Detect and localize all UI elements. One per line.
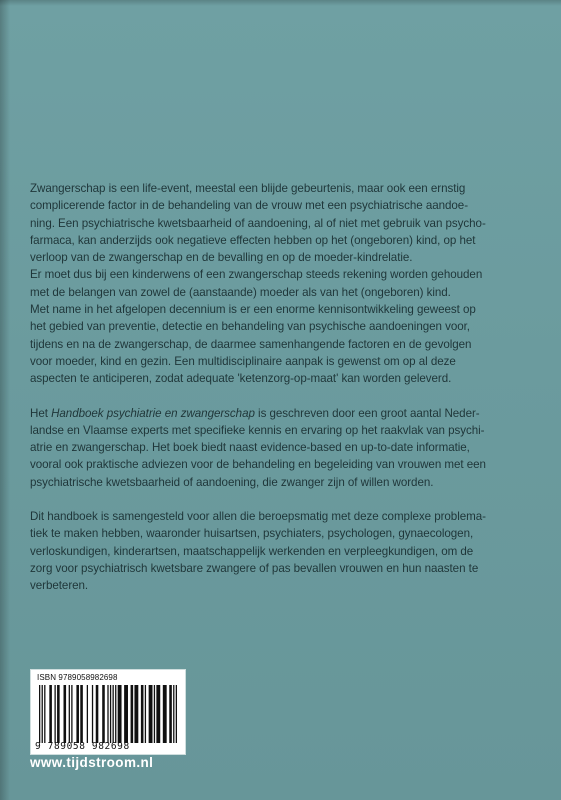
barcode-bar <box>64 685 67 743</box>
blurb-line: Zwangerschap is een life-event, meestal een blijde gebeurtenis, maar ook een ernstig <box>30 182 466 195</box>
barcode-bar <box>156 685 160 743</box>
barcode-bar <box>176 685 177 743</box>
blurb-paragraph-2 <box>30 405 535 491</box>
blurb-line: landse en Vlaamse experts met specifieke kennis en ervaring op het raakvlak van psychi- <box>30 423 485 437</box>
barcode-bar <box>145 685 146 743</box>
blurb-line: vooral ook praktische adviezen voor de behandeling en begeleiding van vrouwen met een <box>30 458 486 472</box>
top-edge-shadow <box>0 0 561 6</box>
blurb-paragraph-1 <box>30 180 535 388</box>
blurb-line <box>30 405 535 422</box>
blurb-line: Dit handboek is samengesteld voor allen die beroepsmatig met deze complexe problema- <box>30 510 486 524</box>
blurb-line: Er moet dus bij een kinderwens of een zwangerschap steeds rekening worden gehouden <box>30 268 483 282</box>
blurb-line: het gebied van preventie, detectie en behandeling van psychische aandoeningen voor, <box>30 320 470 334</box>
barcode-bar <box>115 685 116 743</box>
blurb-line: voor moeder, kind en gezin. Een multidisciplinaire aanpak is gewenst om op al deze <box>30 354 456 368</box>
isbn-label: ISBN 9789058982698 <box>37 673 118 682</box>
barcode-bar <box>169 685 172 743</box>
blurb-text: Het <box>30 406 52 420</box>
blurb-line: psychiatrische kwetsbaarheid of aandoening, die zwanger zijn of willen worden. <box>30 475 434 489</box>
publisher-website: www.tijdstroom.nl <box>30 755 154 770</box>
barcode-bar <box>71 685 72 743</box>
barcode-bar <box>76 685 79 743</box>
barcode-bar <box>80 685 83 743</box>
blurb-line: zorg voor psychiatrisch kwetsbare zwangere of pas bevallen vrouwen en hun naasten te <box>30 561 479 575</box>
barcode-bar <box>39 685 40 743</box>
barcode-bar <box>102 685 105 743</box>
barcode-bar <box>110 685 111 743</box>
barcode-bar <box>69 685 70 743</box>
blurb-text: is geschreven door een groot aantal Neder- <box>254 406 480 420</box>
barcode-bar <box>54 685 55 743</box>
barcode-bar <box>42 685 43 743</box>
blurb-line: aspecten te anticiperen, zodat adequate 'ketenzorg-op-maat' kan worden geleverd. <box>30 372 452 386</box>
blurb-paragraph-3 <box>30 508 535 594</box>
blurb-line: tiek te maken hebben, waaronder huisartsen, psychiaters, psychologen, gynaecologen, <box>30 527 474 541</box>
barcode-bar <box>113 685 114 743</box>
barcode-digits: 9 789058 982698 <box>35 741 130 752</box>
blurb-line: verbeteren. <box>30 579 89 593</box>
barcode-bar <box>92 685 93 743</box>
blurb-line: met de belangen van zowel de (aanstaande) moeder als van het (ongeboren) kind. <box>30 285 451 299</box>
barcode-bar <box>149 685 153 743</box>
blurb-line: atrie en zwangerschap. Het boek biedt naast evidence-based en up-to-date informatie, <box>30 441 470 455</box>
barcode-bars <box>39 685 177 743</box>
barcode-bar <box>107 685 108 743</box>
blurb-line: ning. Een psychiatrische kwetsbaarheid of aandoening, al of niet met gebruik van psycho- <box>30 216 486 230</box>
barcode-bar <box>44 685 45 743</box>
blurb-line: Met name in het afgelopen decennium is er een enorme kennisontwikkeling geweest op <box>30 303 476 317</box>
barcode-bar <box>131 685 134 743</box>
isbn-barcode <box>30 669 186 755</box>
barcode-bar <box>124 685 128 743</box>
book-title: Handboek psychiatrie en zwangerschap <box>51 406 255 420</box>
barcode-bar <box>49 685 52 743</box>
barcode-bar <box>141 685 144 743</box>
barcode-bar <box>96 685 99 743</box>
back-cover-blurb <box>30 180 535 595</box>
barcode-bar <box>57 685 60 743</box>
blurb-line: verloskundigen, kinderartsen, maatschappelijk werkenden en verpleegkundigen, om de <box>30 544 474 558</box>
barcode-bar <box>154 685 155 743</box>
blurb-line: farmaca, kan anderzijds ook negatieve effecten hebben op het (ongeboren) kind, op het <box>30 233 476 247</box>
barcode-bar <box>163 685 167 743</box>
barcode-bar <box>118 685 122 743</box>
barcode-bar <box>87 685 88 743</box>
blurb-line: tijdens en na de zwangerschap, de daarmee samenhangende factoren en de gevolgen <box>30 337 472 351</box>
blurb-line: complicerende factor in de behandeling van de vrouw met een psychiatrische aandoe- <box>30 199 469 213</box>
barcode-bar <box>134 685 138 743</box>
spine-shadow <box>0 0 10 800</box>
barcode-bar <box>173 685 174 743</box>
blurb-line: verloop van de zwangerschap en de bevalling en op de moeder-kindrelatie. <box>30 251 413 265</box>
